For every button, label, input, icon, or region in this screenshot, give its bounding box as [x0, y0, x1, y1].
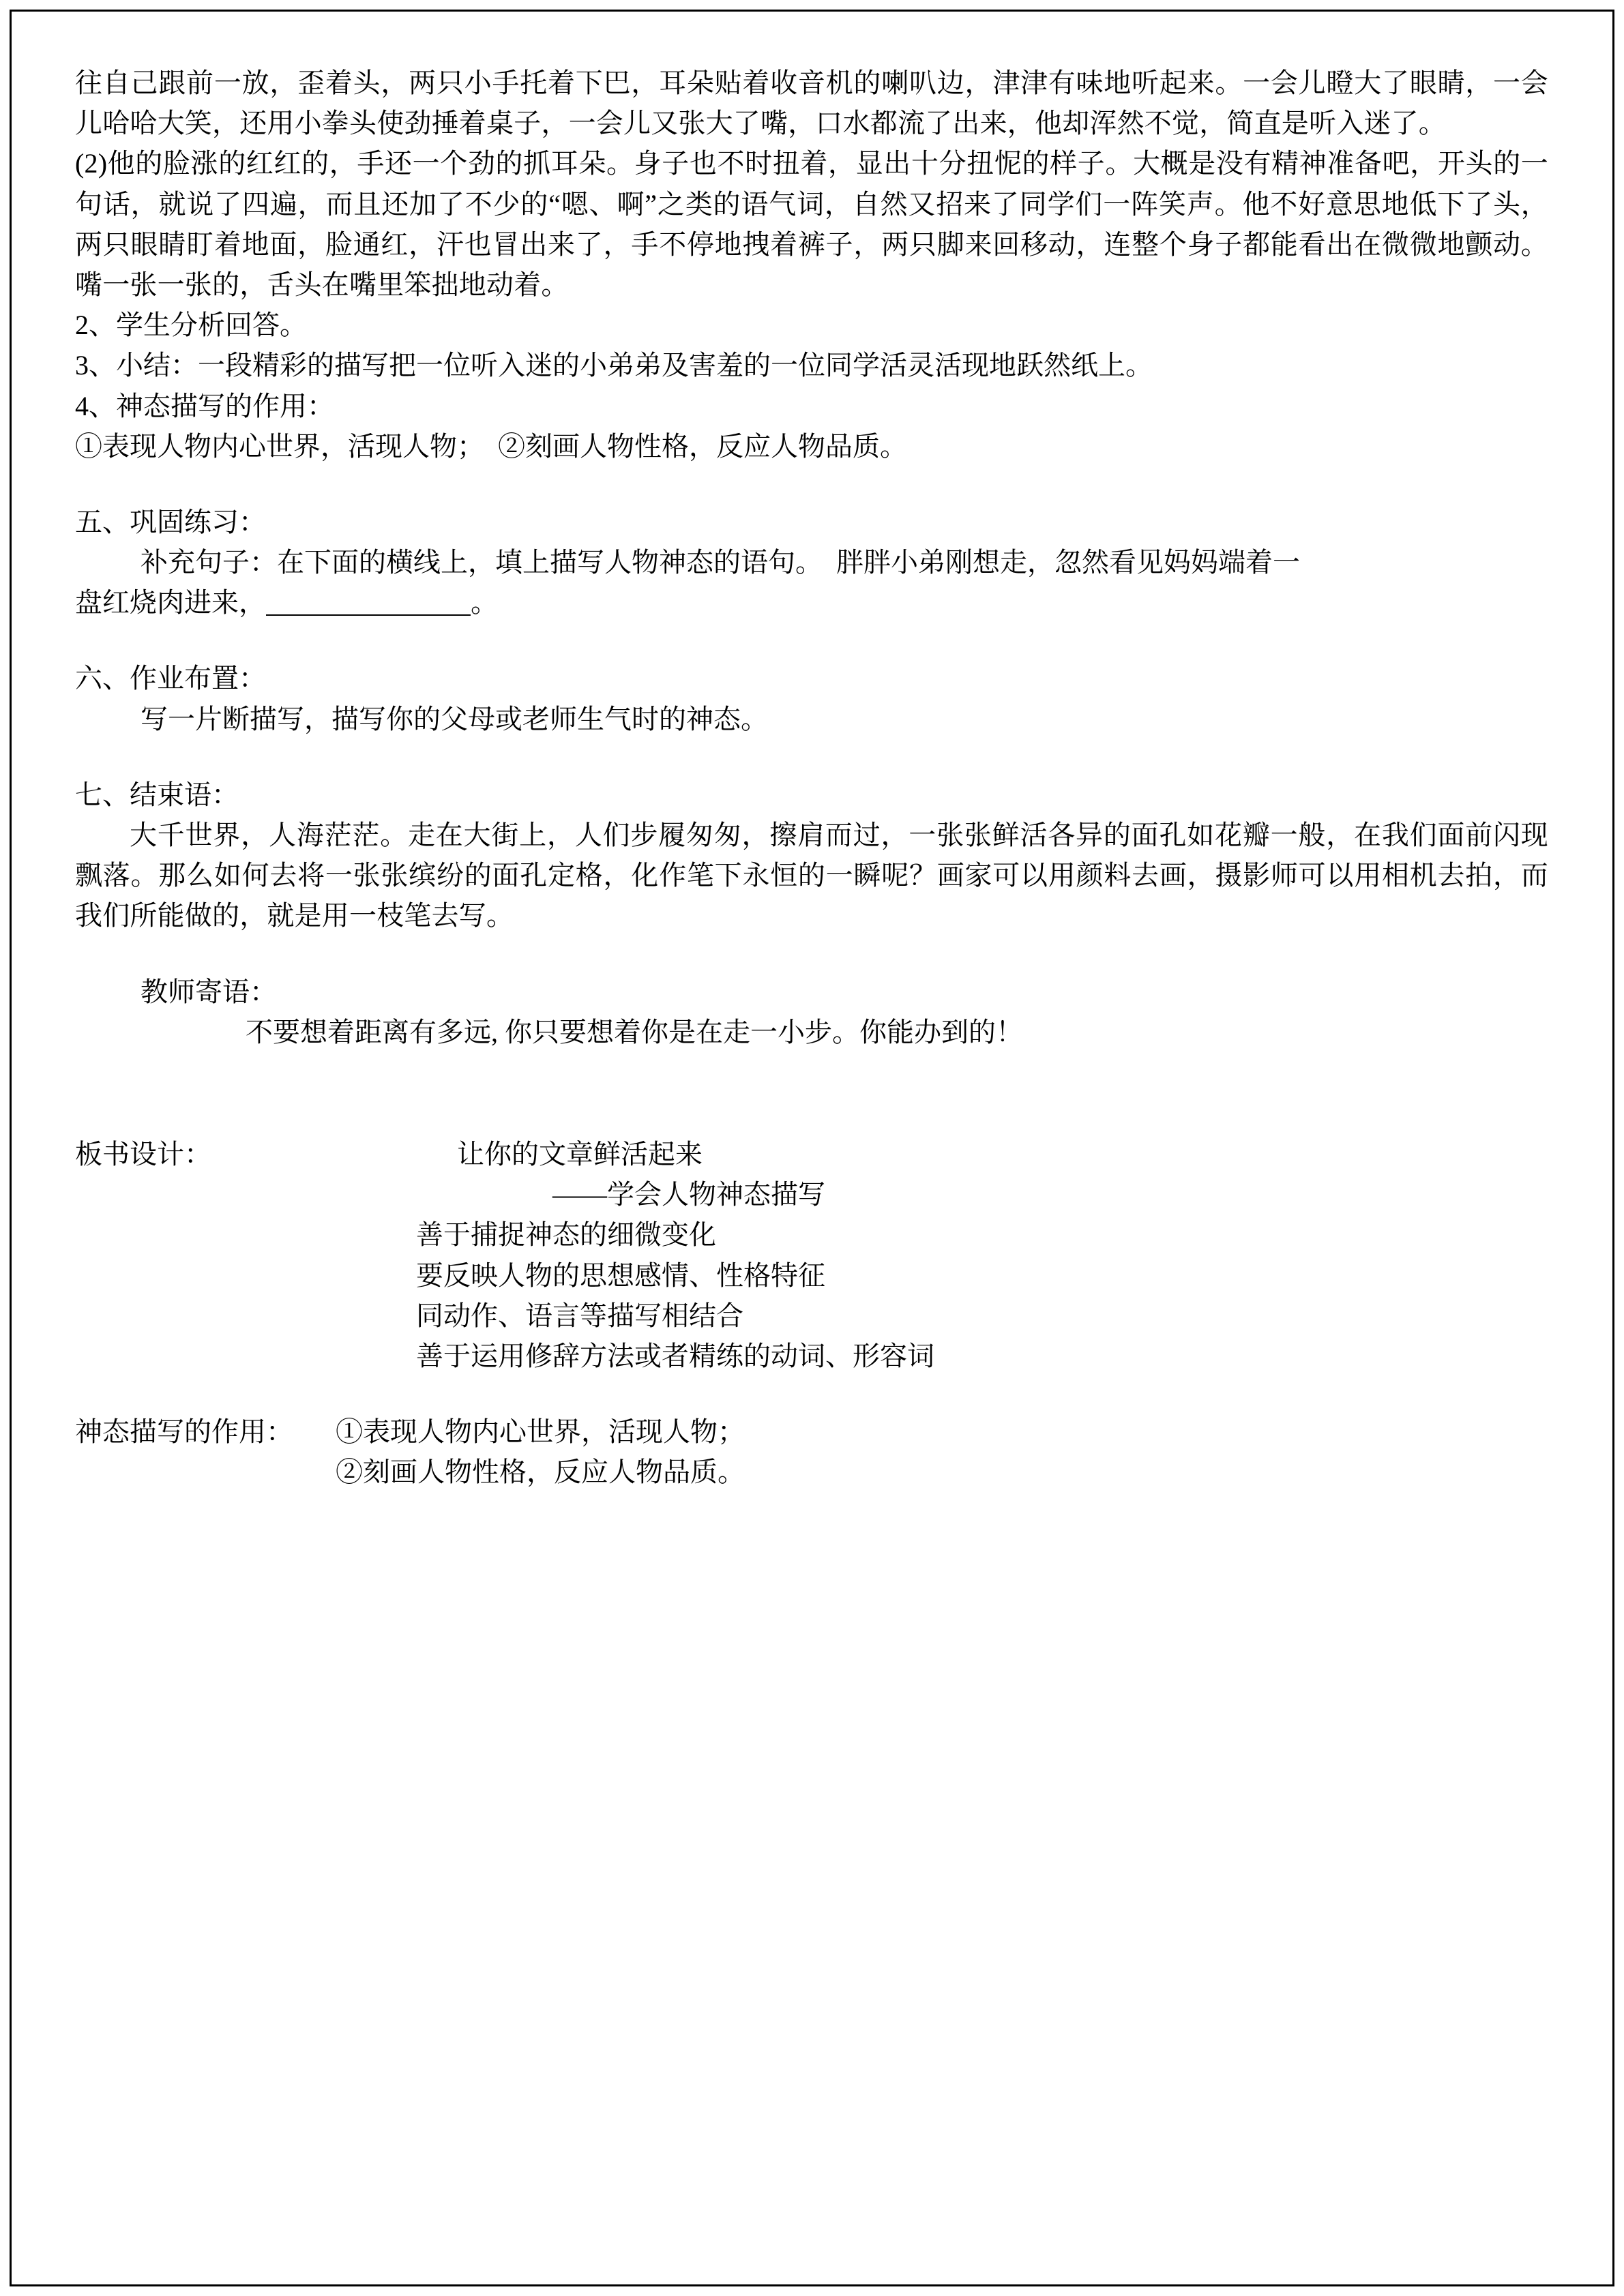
section-five-text-before-blank: 盘红烧肉进来， — [75, 587, 266, 618]
role-section-label: 神态描写的作用： — [75, 1416, 293, 1448]
blackboard-design-section — [75, 1134, 1548, 1376]
blackboard-point-2: 要反映人物的思想感情、性格特征 — [416, 1259, 825, 1291]
section-seven-text: 大千世界，人海茫茫。走在大街上，人们步履匆匆，擦肩而过，一张张鲜活各异的面孔如花瓣一般，在我们面前闪现飘落。那么如何去将一张张缤纷的面孔定格，化作笔下永恒的一瞬呢？画家可以用颜料去画，摄影师可以用相机去拍，而我们所能做的，就是用一枝笔去写。 — [75, 820, 1548, 931]
document-content — [75, 63, 1548, 1492]
teacher-message-text: 不要想着距离有多远, 你只要想着你是在走一小步。你能办到的！ — [246, 1016, 1023, 1047]
role-section — [75, 1412, 1548, 1492]
paragraph-example-2: (2)他的脸涨的红红的，手还一个劲的抓耳朵。身子也不时扭着，显出十分扭怩的样子。大概是没有精神准备吧，开头的一句话，就说了四遍，而且还加了不少的“嗯、啊”之类的语气词，自然又招来了同学们一阵笑声。他不好意思地低下了头，两只眼睛盯着地面，脸通红，汗也冒出来了，手不停地拽着裤子，两只脚来回移动，连整个身子都能看出在微微地颤动。嘴一张一张的，舌头在嘴里笨拙地动着。 — [75, 148, 1548, 300]
section-five-heading: 五、巩固练习： — [75, 506, 266, 537]
blackboard-subtitle: ——学会人物神态描写 — [552, 1179, 825, 1210]
teacher-message-heading: 教师寄语： — [141, 976, 277, 1007]
numbered-item-4: 4、神态描写的作用： — [75, 390, 334, 421]
role-section-item-2: ②刻画人物性格，反应人物品质。 — [336, 1457, 745, 1488]
blackboard-label: 板书设计： — [75, 1138, 211, 1169]
numbered-item-3: 3、小结：一段精彩的描写把一位听入迷的小弟弟及害羞的一位同学活灵活现地跃然纸上。 — [75, 350, 1153, 381]
section-six-heading: 六、作业布置： — [75, 663, 266, 694]
numbered-item-2: 2、学生分析回答。 — [75, 310, 307, 341]
numbered-item-4-detail: ①表现人物内心世界，活现人物； ②刻画人物性格，反应人物品质。 — [75, 430, 907, 462]
blackboard-point-3: 同动作、语言等描写相结合 — [416, 1300, 743, 1331]
blackboard-point-1: 善于捕捉神态的细微变化 — [416, 1219, 716, 1251]
blackboard-title: 让你的文章鲜活起来 — [457, 1138, 703, 1169]
fill-in-blank — [266, 614, 471, 616]
section-six-text: 写一片断描写，描写你的父母或老师生气时的神态。 — [141, 703, 768, 734]
blackboard-point-4: 善于运用修辞方法或者精练的动词、形容词 — [416, 1340, 934, 1371]
section-five-text-after-blank: 。 — [471, 587, 498, 618]
section-five-text-line1: 补充句子：在下面的横线上，填上描写人物神态的语句。 胖胖小弟刚想走，忽然看见妈妈端着一 — [141, 547, 1300, 578]
paragraph-continuation: 往自己跟前一放，歪着头，两只小手托着下巴，耳朵贴着收音机的喇叭边，津津有味地听起来。一会儿瞪大了眼睛，一会儿哈哈大笑，还用小拳头使劲捶着桌子，一会儿又张大了嘴，口水都流了出来，他却浑然不觉，简直是听入迷了。 — [75, 68, 1548, 139]
section-five-text-line2 — [75, 582, 1548, 623]
section-seven-heading: 七、结束语： — [75, 779, 239, 810]
role-section-item-1: ①表现人物内心世界，活现人物； — [336, 1416, 745, 1448]
